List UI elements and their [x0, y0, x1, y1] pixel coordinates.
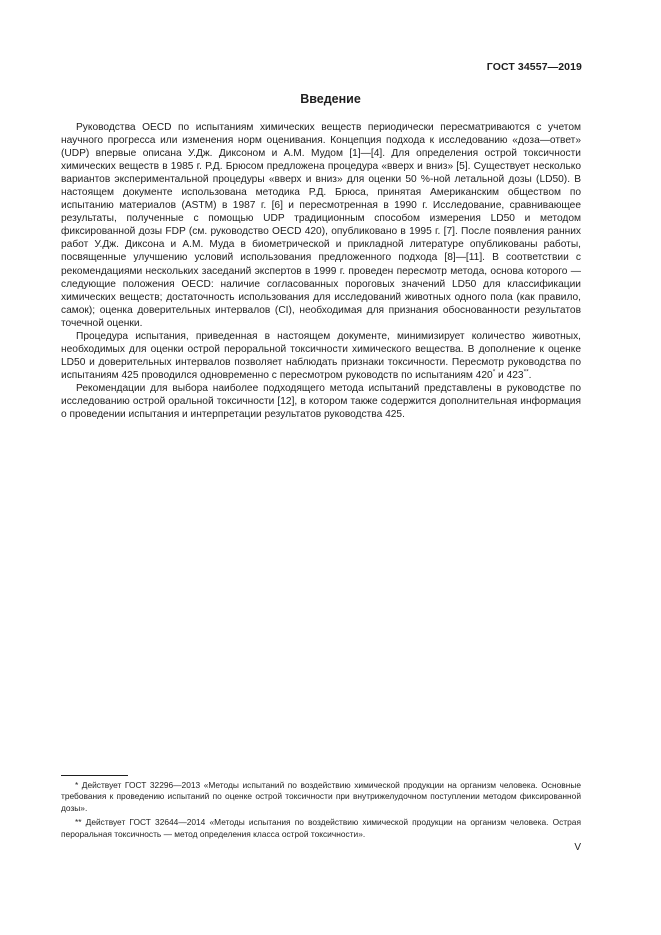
paragraph-2-text: Процедура испытания, приведенная в настоящем документе, минимизирует количество животных, необходимых для оценки острой пероральной токсичности химического вещества. В дополнение к оценке LD50 и доверительных интервалов позволяет наблюдать признаки токсичности. Пересмотр руководства по испытаниям 425 проводился одновременно с пересмотром руководств по испытаниям 420 — [61, 330, 581, 381]
paragraph-3: Рекомендации для выбора наиболее подходящего метода испытаний представлены в руководстве по исследованию острой оральной токсичности [12], в котором также содержится дополнительная информация о проведении испытания и интерпретации результатов руководства 425. — [61, 382, 581, 421]
paragraph-2-end: . — [528, 369, 532, 381]
footnote-2: ** Действует ГОСТ 32644—2014 «Методы испытания по воздействию химической продукции на организм человека. Острая пероральная токсичность — метод определения класса острой токсичности». — [61, 817, 581, 839]
paragraph-2-connector: и 423 — [495, 369, 524, 381]
footnote-1: * Действует ГОСТ 32296—2013 «Методы испытаний по воздействию химической продукции на организм человека. Основные требования к проведению испытаний по оценке острой токсичности при внутрижелудочном поступлении методом фиксированной дозы». — [61, 780, 581, 813]
footnote-divider — [61, 775, 128, 776]
paragraph-2 — [61, 330, 581, 382]
paragraph-1: Руководства OECD по испытаниям химических веществ периодически пересматриваются с учетом научного прогресса или изменения норм оценивания. Концепция подхода к исследованию «доза—ответ» (UDP) впервые описана У.Дж. Диксоном и А.М. Мудом [1]—[4]. Для определения острой токсичности химических веществ в 1985 г. Р.Д. Брюсом предложена процедура «вверх и вниз» [5]. Существует несколько вариантов экспериментальной процедуры «вверх и вниз» для оценки 50 %-ной летальной дозы (LD50). В настоящем документе использована методика Р.Д. Брюса, принятая Американским обществом по испытанию материалов (ASTM) в 1987 г. [6] и пересмотренная в 1990 г. Исследование, сравнивающее результаты, полученные с помощью UDP традиционным способом измерения LD50 и методом фиксированной дозы FDP (см. руководство OECD 420), опубликовано в 1995 г. [7]. После появления ранних работ У.Дж. Диксона и А.М. Муда в биометрической и прикладной литературе опубликованы работы, посвященные улучшению условий использования предложенного подхода [8]—[11]. В соответствии с рекомендациями нескольких заседаний экспертов в 1999 г. проведен пересмотр метода, основа которого — следующие положения OECD: наличие согласованных пороговых значений LD50 для классификации химических веществ; достаточность использования для исследований животных одного пола (как правило, самок); оценка доверительных интервалов (CI), необходимая для признания обоснованности результатов точечной оценки. — [61, 122, 581, 329]
section-title: Введение — [300, 92, 361, 106]
footnote-ref-2: ** — [523, 368, 529, 376]
standard-code-header: ГОСТ 34557—2019 — [486, 61, 582, 73]
footnotes — [61, 780, 581, 843]
page-number: V — [574, 842, 581, 853]
footnote-ref-1: * — [492, 368, 496, 376]
body-text — [61, 121, 581, 421]
